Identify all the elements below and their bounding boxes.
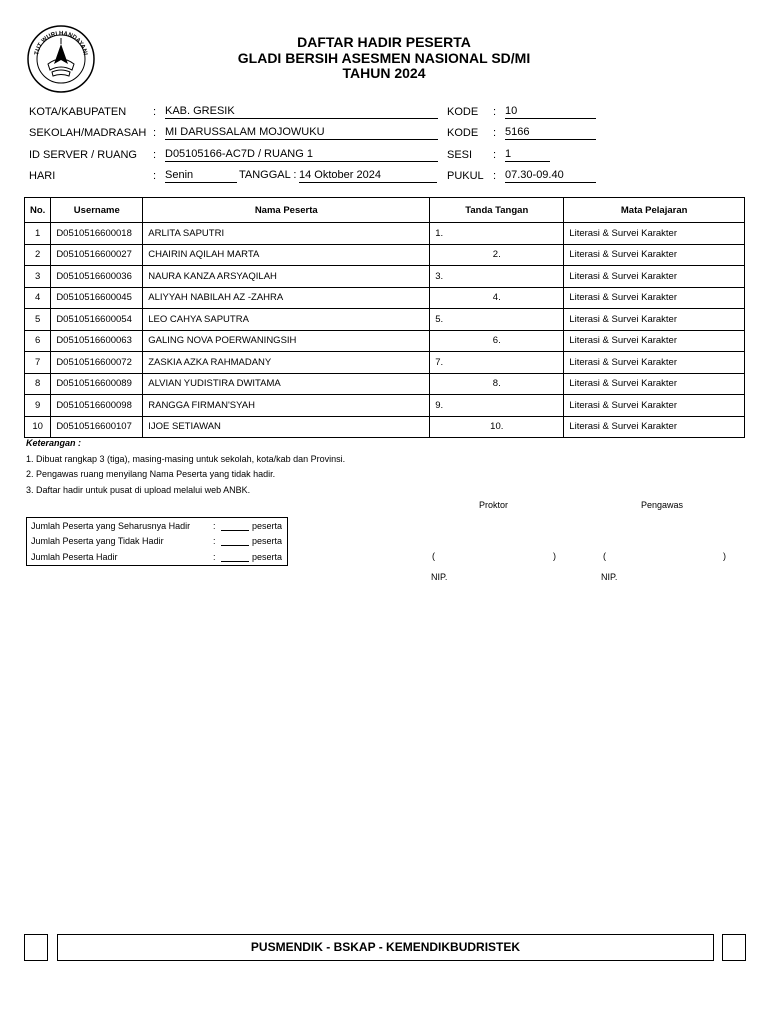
- cell-signature[interactable]: 8.: [430, 373, 564, 395]
- cell-signature[interactable]: 4.: [430, 287, 564, 309]
- cell-nama: ALIYYAH NABILAH AZ -ZAHRA: [143, 287, 430, 309]
- colon: :: [153, 106, 157, 118]
- cell-mapel: Literasi & Survei Karakter: [564, 373, 745, 395]
- title-line-2: GLADI BERSIH ASESMEN NASIONAL SD/MI: [237, 50, 531, 66]
- table-row: [25, 416, 745, 438]
- cell-signature[interactable]: 3.: [430, 266, 564, 288]
- footer-right-box: [722, 934, 746, 961]
- server-label: ID SERVER / RUANG: [29, 149, 137, 161]
- kode2-value: 5166: [505, 126, 596, 140]
- cell-username: D0510516600072: [51, 352, 143, 374]
- summary-unit: peserta: [252, 551, 283, 562]
- cell-no: 5: [25, 309, 51, 331]
- note-item: 3. Daftar hadir untuk pusat di upload melalui web ANBK.: [26, 485, 251, 495]
- attendance-table: [24, 197, 745, 438]
- cell-username: D0510516600018: [51, 223, 143, 245]
- footer-banner: PUSMENDIK - BSKAP - KEMENDIKBUDRISTEK: [57, 934, 714, 961]
- cell-nama: IJOE SETIAWAN: [143, 416, 430, 438]
- table-row: [25, 287, 745, 309]
- cell-nama: CHAIRIN AQILAH MARTA: [143, 244, 430, 266]
- note-item: 1. Dibuat rangkap 3 (tiga), masing-masing untuk sekolah, kota/kab dan Provinsi.: [26, 454, 346, 464]
- summary-label: Jumlah Peserta yang Seharusnya Hadir: [31, 520, 191, 531]
- kota-value: KAB. GRESIK: [165, 105, 438, 119]
- sesi-label: SESI: [447, 149, 473, 161]
- cell-nama: ZASKIA AZKA RAHMADANY: [143, 352, 430, 374]
- tanggal-label: TANGGAL :: [239, 169, 297, 181]
- header-username: Username: [51, 198, 143, 223]
- pengawas-open-paren: (: [603, 551, 606, 561]
- colon: :: [493, 106, 497, 118]
- cell-no: 4: [25, 287, 51, 309]
- kota-label: KOTA/KABUPATEN: [29, 106, 127, 118]
- cell-no: 3: [25, 266, 51, 288]
- table-header-row: [25, 198, 745, 223]
- notes-title: Keterangan :: [26, 438, 82, 448]
- summary-blank-field[interactable]: [221, 536, 249, 546]
- cell-mapel: Literasi & Survei Karakter: [564, 244, 745, 266]
- cell-no: 2: [25, 244, 51, 266]
- cell-nama: GALING NOVA POERWANINGSIH: [143, 330, 430, 352]
- proktor-label: Proktor: [479, 500, 509, 510]
- cell-no: 8: [25, 373, 51, 395]
- summary-blank-field[interactable]: [221, 552, 249, 562]
- table-row: [25, 266, 745, 288]
- pukul-value: 07.30-09.40: [505, 169, 596, 183]
- cell-signature[interactable]: 9.: [430, 395, 564, 417]
- header-nama-peserta: Nama Peserta: [143, 198, 430, 223]
- colon: :: [153, 149, 157, 161]
- cell-mapel: Literasi & Survei Karakter: [564, 352, 745, 374]
- cell-no: 7: [25, 352, 51, 374]
- table-row: [25, 223, 745, 245]
- footer-left-box: [24, 934, 48, 961]
- summary-colon: :: [213, 551, 216, 562]
- cell-mapel: Literasi & Survei Karakter: [564, 223, 745, 245]
- cell-nama: ARLITA SAPUTRI: [143, 223, 430, 245]
- cell-signature[interactable]: 7.: [430, 352, 564, 374]
- pengawas-label: Pengawas: [641, 500, 684, 510]
- kode2-label: KODE: [447, 127, 479, 139]
- cell-no: 6: [25, 330, 51, 352]
- cell-username: D0510516600027: [51, 244, 143, 266]
- title-line-1: DAFTAR HADIR PESERTA: [297, 34, 471, 50]
- cell-signature[interactable]: 2.: [430, 244, 564, 266]
- cell-username: D0510516600098: [51, 395, 143, 417]
- sekolah-label: SEKOLAH/MADRASAH: [29, 127, 147, 139]
- header-tanda-tangan: Tanda Tangan: [430, 198, 564, 223]
- cell-mapel: Literasi & Survei Karakter: [564, 287, 745, 309]
- kode1-label: KODE: [447, 106, 479, 118]
- colon: :: [153, 170, 157, 182]
- cell-nama: NAURA KANZA ARSYAQILAH: [143, 266, 430, 288]
- sekolah-value: MI DARUSSALAM MOJOWUKU: [165, 126, 438, 140]
- sesi-value: 1: [505, 148, 550, 162]
- cell-mapel: Literasi & Survei Karakter: [564, 309, 745, 331]
- summary-blank-field[interactable]: [221, 521, 249, 531]
- hari-value: Senin: [165, 169, 237, 183]
- table-row: [25, 309, 745, 331]
- server-value: D05105166-AC7D / RUANG 1: [165, 148, 438, 162]
- cell-username: D0510516600089: [51, 373, 143, 395]
- cell-signature[interactable]: 1.: [430, 223, 564, 245]
- kode1-value: 10: [505, 105, 596, 119]
- cell-username: D0510516600054: [51, 309, 143, 331]
- cell-username: D0510516600045: [51, 287, 143, 309]
- attendance-summary-box: [26, 517, 288, 566]
- cell-mapel: Literasi & Survei Karakter: [564, 266, 745, 288]
- table-row: [25, 395, 745, 417]
- pengawas-nip-label: NIP.: [601, 572, 618, 582]
- summary-label: Jumlah Peserta yang Tidak Hadir: [31, 536, 164, 547]
- summary-colon: :: [213, 536, 216, 547]
- cell-nama: RANGGA FIRMAN'SYAH: [143, 395, 430, 417]
- table-row: [25, 373, 745, 395]
- colon: :: [493, 127, 497, 139]
- svg-text:TUT WURI HANDAYANI: TUT WURI HANDAYANI: [34, 30, 88, 56]
- note-item: 2. Pengawas ruang menyilang Nama Peserta yang tidak hadir.: [26, 469, 276, 479]
- table-row: [25, 352, 745, 374]
- cell-signature[interactable]: 10.: [430, 416, 564, 438]
- cell-nama: LEO CAHYA SAPUTRA: [143, 309, 430, 331]
- summary-row: [27, 549, 287, 565]
- pukul-label: PUKUL: [447, 170, 484, 182]
- summary-colon: :: [213, 520, 216, 531]
- table-row: [25, 244, 745, 266]
- header-mata-pelajaran: Mata Pelajaran: [564, 198, 745, 223]
- cell-signature[interactable]: 6.: [430, 330, 564, 352]
- table-row: [25, 330, 745, 352]
- colon: :: [153, 127, 157, 139]
- cell-no: 10: [25, 416, 51, 438]
- cell-no: 9: [25, 395, 51, 417]
- summary-row: [27, 534, 287, 550]
- summary-label: Jumlah Peserta Hadir: [31, 551, 118, 562]
- summary-row: [27, 518, 287, 534]
- cell-username: D0510516600063: [51, 330, 143, 352]
- pengawas-close-paren: ): [723, 551, 726, 561]
- cell-signature[interactable]: 5.: [430, 309, 564, 331]
- cell-no: 1: [25, 223, 51, 245]
- cell-username: D0510516600107: [51, 416, 143, 438]
- colon: :: [493, 149, 497, 161]
- summary-unit: peserta: [252, 536, 283, 547]
- hari-label: HARI: [29, 170, 56, 182]
- cell-mapel: Literasi & Survei Karakter: [564, 416, 745, 438]
- cell-username: D0510516600036: [51, 266, 143, 288]
- title-line-3: TAHUN 2024: [342, 65, 426, 81]
- summary-unit: peserta: [252, 520, 283, 531]
- colon: :: [493, 170, 497, 182]
- proktor-open-paren: (: [432, 551, 435, 561]
- header-no: No.: [25, 198, 51, 223]
- tanggal-value: 14 Oktober 2024: [299, 169, 437, 183]
- cell-mapel: Literasi & Survei Karakter: [564, 395, 745, 417]
- proktor-nip-label: NIP.: [431, 572, 448, 582]
- proktor-close-paren: ): [553, 551, 556, 561]
- cell-nama: ALVIAN YUDISTIRA DWITAMA: [143, 373, 430, 395]
- cell-mapel: Literasi & Survei Karakter: [564, 330, 745, 352]
